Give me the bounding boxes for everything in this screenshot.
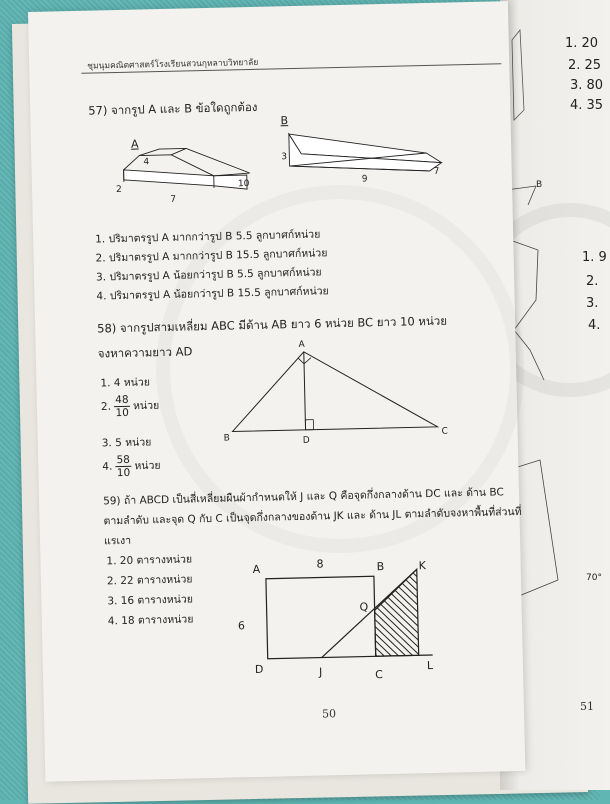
q57-fig-b-dim-9: 9 [362, 174, 368, 184]
q58-label-b: B [224, 434, 230, 444]
q57-fig-b-dim-3: 3 [281, 152, 287, 162]
q59-label-a: A [253, 563, 261, 576]
running-head: ชุมนุมคณิตศาสตร์โรงเรียนสวนกุหลาบวิทยาลัย [87, 55, 258, 73]
q59-option-2: 2. 22 ตารางหน่วย [107, 570, 193, 589]
q58-option-2-denominator: 10 [114, 407, 130, 419]
q59-label-k: K [419, 559, 427, 572]
q58-title: 58) จากรูปสามเหลี่ยม ABC มีด้าน AB ยาว 6 หน่วย BC ยาว 10 หน่วย [97, 313, 447, 339]
q59-option-1: 1. 20 ตารางหน่วย [106, 550, 192, 569]
q58-option-3: 3. 5 หน่วย [102, 433, 152, 451]
q57-fig-a-dim-10: 10 [238, 179, 250, 189]
q58-option-4-prefix: 4. [102, 461, 112, 473]
q59-line-1: 59) ถ้า ABCD เป็นสี่เหลี่ยมผืนผ้ากำหนดให้ J และ Q คือจุดกึ่งกลางด้าน DC และ ด้าน BC [103, 483, 504, 509]
q58-option-2-unit: หน่วย [133, 400, 159, 413]
left-page [28, 1, 525, 782]
q59-option-3: 3. 16 ตารางหน่วย [107, 590, 193, 609]
right-angle-label: 70° [586, 573, 602, 583]
right-page-number: 51 [580, 700, 594, 713]
right-mid-option-2: 2. [586, 274, 598, 289]
q59-label-c: C [375, 668, 383, 681]
q59-label-top: 8 [316, 557, 323, 570]
right-option-2: 2. 25 [568, 58, 601, 73]
q57-option-2: 2. ปริมาตรรูป A มากกว่ารูป B 15.5 ลูกบาศก์หน่วย [95, 244, 327, 266]
q57-option-1: 1. ปริมาตรรูป A มากกว่ารูป B 5.5 ลูกบาศก์หน่วย [95, 225, 320, 247]
right-option-1: 1. 20 [565, 36, 598, 51]
q59-label-j: J [319, 665, 323, 678]
q57-fig-b-label: B [280, 114, 288, 127]
q58-option-4-numerator: 58 [115, 454, 131, 467]
right-label-b: B [536, 180, 542, 190]
q58-option-1: 1. 4 หน่วย [100, 373, 150, 391]
q57-option-4: 4. ปริมาตรรูป A น้อยกว่ารูป B 15.5 ลูกบาศก์หน่วย [96, 282, 329, 304]
q59-rectangle-figure [28, 1, 524, 732]
right-mid-option-1: 1. 9 [582, 250, 607, 265]
q59-option-4: 4. 18 ตารางหน่วย [108, 610, 194, 629]
q59-label-b: B [377, 560, 385, 573]
right-mid-option-3: 3. [586, 296, 598, 311]
right-mid-option-4: 4. [588, 318, 600, 333]
q59-label-d: D [255, 663, 264, 676]
q59-label-left: 6 [238, 619, 245, 632]
q59-line-2: ตามลำดับ และจุด Q กับ C เป็นจุดกึ่งกลางของด้าน JK และ ด้าน JL ตามลำดับจงหาพื้นที่ส่วนที่ [103, 503, 521, 529]
right-option-4: 4. 35 [570, 98, 603, 113]
q57-fig-b-dim-7: 7 [434, 167, 440, 177]
q58-option-4-unit: หน่วย [134, 460, 160, 473]
q58-label-c: C [442, 427, 449, 437]
q57-fig-a-dim-7: 7 [170, 195, 176, 205]
right-option-3: 3. 80 [570, 78, 603, 93]
q57-option-3: 3. ปริมาตรรูป A น้อยกว่ารูป B 5.5 ลูกบาศก์หน่วย [96, 263, 322, 285]
q57-title: 57) จากรูป A และ B ข้อใดถูกต้อง [88, 99, 258, 121]
q59-label-l: L [427, 659, 433, 672]
q57-fig-a-dim-4: 4 [143, 157, 149, 167]
q58-option-2-numerator: 48 [114, 394, 130, 407]
q59-line-3: แรเงา [104, 532, 131, 550]
q57-fig-a-dim-2: 2 [116, 185, 122, 195]
q59-label-q: Q [359, 600, 368, 613]
q58-subtitle: จงหาความยาว AD [98, 343, 193, 363]
q57-fig-a-label: A [131, 138, 139, 151]
left-page-number: 50 [322, 707, 336, 720]
q58-option-2-prefix: 2. [101, 401, 111, 413]
q58-label-a: A [299, 340, 305, 350]
q58-label-d: D [303, 436, 310, 446]
q58-option-4-denominator: 10 [116, 467, 132, 479]
